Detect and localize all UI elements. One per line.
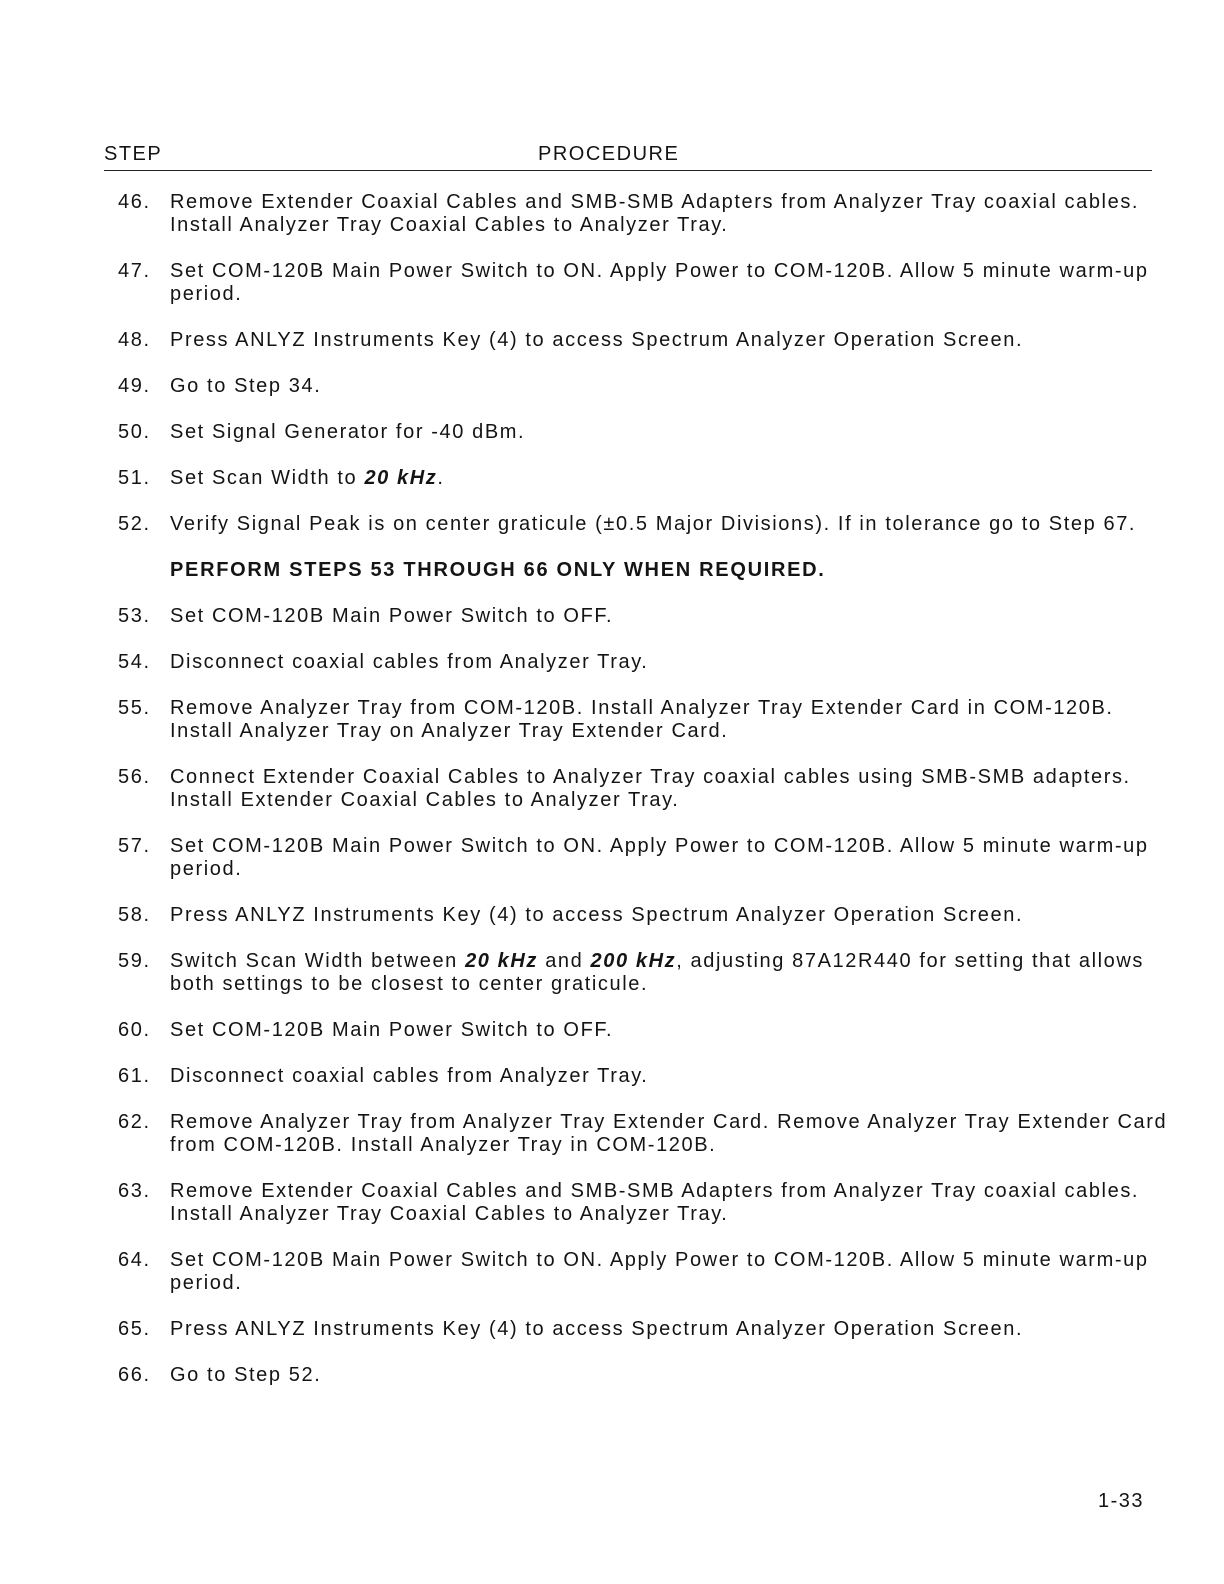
step-text: Connect Extender Coaxial Cables to Analyzer Tray coaxial cables using SMB-SMB adapters. Install Extender Coaxial Cables to Analyzer Tray. bbox=[170, 766, 1131, 811]
step-text: Go to Step 34. bbox=[170, 375, 322, 397]
step-text: Remove Extender Coaxial Cables and SMB-SMB Adapters from Analyzer Tray coaxial cables. Install Analyzer Tray Coaxial Cables to Analyzer Tray. bbox=[170, 191, 1140, 236]
page-number: 1-33 bbox=[1098, 1490, 1145, 1512]
step-text: Remove Analyzer Tray from COM-120B. Install Analyzer Tray Extender Card in COM-120B. Install Analyzer Tray on Analyzer Tray Extender Card. bbox=[170, 697, 1114, 742]
step-number: 49. bbox=[118, 375, 151, 397]
step-text: Verify Signal Peak is on center graticule (±0.5 Major Divisions). If in tolerance go to Step 67. bbox=[170, 513, 1137, 535]
emphasized-value: 20 kHz bbox=[364, 467, 438, 489]
step-number: 52. bbox=[118, 513, 151, 535]
procedure-table-header bbox=[104, 140, 1152, 171]
step-52 bbox=[118, 513, 1168, 536]
step-text: Disconnect coaxial cables from Analyzer Tray. bbox=[170, 651, 649, 673]
step-number: 51. bbox=[118, 467, 151, 489]
step-number: 62. bbox=[118, 1111, 151, 1133]
step-62 bbox=[118, 1111, 1168, 1157]
step-number: 56. bbox=[118, 766, 151, 788]
step-55 bbox=[118, 697, 1168, 743]
step-text: Set COM-120B Main Power Switch to OFF. bbox=[170, 1019, 614, 1041]
step-61 bbox=[118, 1065, 1168, 1088]
step-49 bbox=[118, 375, 1168, 398]
step-text: Set COM-120B Main Power Switch to ON. Apply Power to COM-120B. Allow 5 minute warm-up period. bbox=[170, 1249, 1149, 1294]
step-text: Go to Step 52. bbox=[170, 1364, 322, 1386]
step-50 bbox=[118, 421, 1168, 444]
step-47 bbox=[118, 260, 1168, 306]
step-text: Press ANLYZ Instruments Key (4) to access Spectrum Analyzer Operation Screen. bbox=[170, 329, 1024, 351]
step-column-header: STEP bbox=[104, 143, 163, 165]
step-text-part: and bbox=[538, 950, 591, 972]
step-number: 59. bbox=[118, 950, 151, 972]
step-63 bbox=[118, 1180, 1168, 1226]
step-number: 48. bbox=[118, 329, 151, 351]
step-number: 50. bbox=[118, 421, 151, 443]
step-number: 53. bbox=[118, 605, 151, 627]
step-number: 61. bbox=[118, 1065, 151, 1087]
step-number: 65. bbox=[118, 1318, 151, 1340]
step-text-part: Set Scan Width to bbox=[170, 467, 365, 489]
step-number: 64. bbox=[118, 1249, 151, 1271]
step-59 bbox=[118, 950, 1168, 996]
step-64 bbox=[118, 1249, 1168, 1295]
step-54 bbox=[118, 651, 1168, 674]
step-number: 54. bbox=[118, 651, 151, 673]
emphasized-value: 200 kHz bbox=[590, 950, 677, 972]
step-text-part: , adjusting 87A12R440 for setting that allows both settings to be closest to center graticule. bbox=[170, 950, 1145, 995]
step-number: 60. bbox=[118, 1019, 151, 1041]
step-number: 47. bbox=[118, 260, 151, 282]
step-text-part: . bbox=[437, 467, 445, 489]
step-text: Press ANLYZ Instruments Key (4) to access Spectrum Analyzer Operation Screen. bbox=[170, 1318, 1024, 1340]
step-60 bbox=[118, 1019, 1168, 1042]
step-number: 66. bbox=[118, 1364, 151, 1386]
step-text: Press ANLYZ Instruments Key (4) to access Spectrum Analyzer Operation Screen. bbox=[170, 904, 1024, 926]
step-number: 46. bbox=[118, 191, 151, 213]
conditional-note: PERFORM STEPS 53 THROUGH 66 ONLY WHEN REQUIRED. bbox=[170, 559, 826, 581]
step-66 bbox=[118, 1364, 1168, 1387]
step-48 bbox=[118, 329, 1168, 352]
step-text: Set COM-120B Main Power Switch to OFF. bbox=[170, 605, 614, 627]
step-text: Set Signal Generator for -40 dBm. bbox=[170, 421, 526, 443]
step-number: 55. bbox=[118, 697, 151, 719]
procedure-steps bbox=[118, 191, 1168, 1410]
step-text: Disconnect coaxial cables from Analyzer Tray. bbox=[170, 1065, 649, 1087]
step-number: 57. bbox=[118, 835, 151, 857]
step-65 bbox=[118, 1318, 1168, 1341]
step-text: Set COM-120B Main Power Switch to ON. Apply Power to COM-120B. Allow 5 minute warm-up period. bbox=[170, 835, 1149, 880]
step-text: Remove Analyzer Tray from Analyzer Tray Extender Card. Remove Analyzer Tray Extender Card from COM-120B. Install Analyzer Tray in COM-120B. bbox=[170, 1111, 1168, 1156]
step-text: Set COM-120B Main Power Switch to ON. Apply Power to COM-120B. Allow 5 minute warm-up period. bbox=[170, 260, 1149, 305]
step-text: Remove Extender Coaxial Cables and SMB-SMB Adapters from Analyzer Tray coaxial cables. Install Analyzer Tray Coaxial Cables to Analyzer Tray. bbox=[170, 1180, 1140, 1225]
step-number: 58. bbox=[118, 904, 151, 926]
step-text bbox=[170, 950, 1168, 996]
step-text-part: Switch Scan Width between bbox=[170, 950, 466, 972]
step-46 bbox=[118, 191, 1168, 237]
emphasized-value: 20 kHz bbox=[465, 950, 539, 972]
step-53 bbox=[118, 605, 1168, 628]
step-56 bbox=[118, 766, 1168, 812]
procedure-column-header: PROCEDURE bbox=[538, 143, 680, 165]
step-text bbox=[170, 467, 1168, 490]
step-number: 63. bbox=[118, 1180, 151, 1202]
step-51 bbox=[118, 467, 1168, 490]
step-58 bbox=[118, 904, 1168, 927]
step-57 bbox=[118, 835, 1168, 881]
